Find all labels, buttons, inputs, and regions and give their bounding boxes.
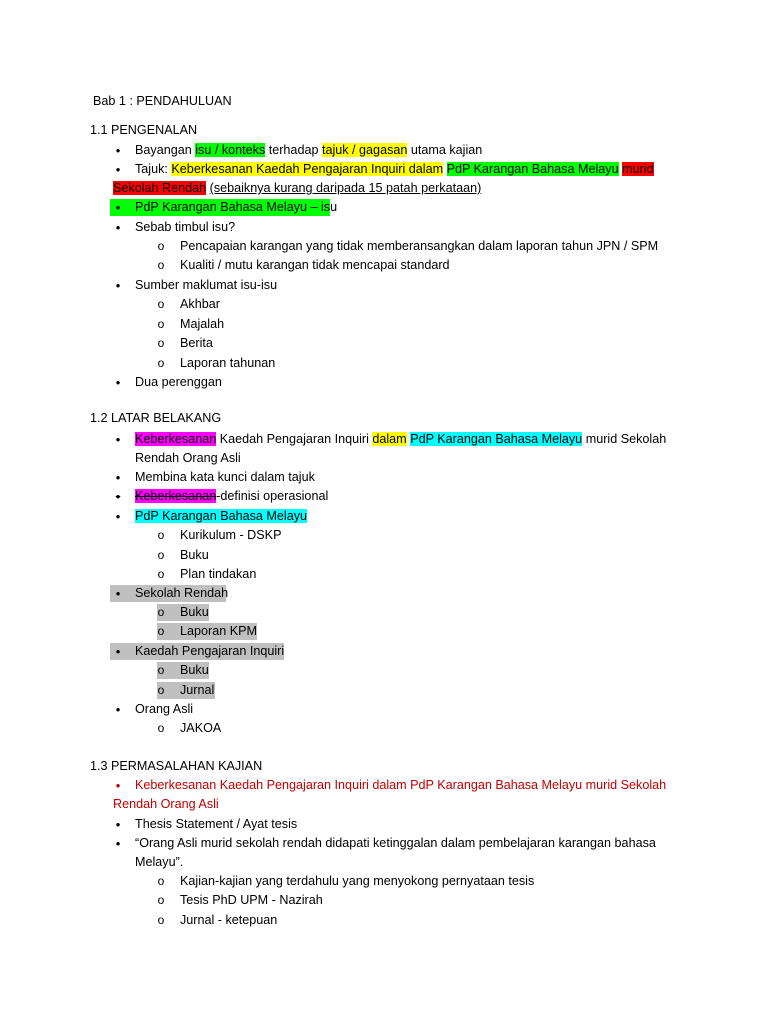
list-item-continuation: Melayu”. xyxy=(135,855,184,869)
sub-list-item: Laporan KPM xyxy=(180,624,258,638)
bullet-icon: • xyxy=(115,702,121,717)
sub-bullet-icon: o xyxy=(157,528,165,542)
section-heading-1-3: 1.3 PERMASALAHAN KAJIAN xyxy=(90,759,263,773)
sub-bullet-icon: o xyxy=(157,297,165,311)
bullet-icon: • xyxy=(115,375,121,390)
bullet-icon: • xyxy=(115,778,121,793)
list-item-continuation: Rendah Orang Asli xyxy=(135,451,241,465)
bullet-icon: • xyxy=(115,200,121,215)
sub-list-item: Kurikulum - DSKP xyxy=(180,528,282,542)
sub-list-item: Laporan tahunan xyxy=(180,356,276,370)
list-item: Bayangan isu / konteks terhadap tajuk / gagasan utama kajian xyxy=(135,143,483,157)
list-item: Dua perenggan xyxy=(135,375,222,389)
chapter-title: Bab 1 : PENDAHULUAN xyxy=(93,94,232,108)
sub-list-item: Kajian-kajian yang terdahulu yang menyokong pernyataan tesis xyxy=(180,874,535,888)
list-item: PdP Karangan Bahasa Melayu xyxy=(135,509,308,523)
sub-list-item: JAKOA xyxy=(180,721,222,735)
sub-bullet-icon: o xyxy=(157,258,165,272)
bullet-icon: • xyxy=(115,432,121,447)
sub-bullet-icon: o xyxy=(157,567,165,581)
bullet-icon: • xyxy=(115,644,121,659)
sub-list-item: Kualiti / mutu karangan tidak mencapai standard xyxy=(180,258,450,272)
list-item-continuation: Rendah Orang Asli xyxy=(113,797,219,811)
sub-list-item: Buku xyxy=(180,548,209,562)
sub-bullet-icon: o xyxy=(157,663,165,677)
list-item: “Orang Asli murid sekolah rendah didapati ketinggalan dalam pembelajaran karangan bahasa xyxy=(135,836,656,850)
bullet-icon: • xyxy=(115,509,121,524)
sub-bullet-icon: o xyxy=(157,721,165,735)
bullet-icon: • xyxy=(115,817,121,832)
sub-bullet-icon: o xyxy=(157,913,165,927)
bullet-icon: • xyxy=(115,586,121,601)
sub-list-item: Pencapaian karangan yang tidak memberansangkan dalam laporan tahun JPN / SPM xyxy=(180,239,659,253)
list-item: Sebab timbul isu? xyxy=(135,220,236,234)
sub-bullet-icon: o xyxy=(157,874,165,888)
bullet-icon: • xyxy=(115,143,121,158)
sub-list-item: Akhbar xyxy=(180,297,220,311)
bullet-icon: • xyxy=(115,162,121,177)
bullet-icon: • xyxy=(115,836,121,851)
list-item: Keberkesanan Kaedah Pengajaran Inquiri dalam PdP Karangan Bahasa Melayu murid Sekolah xyxy=(135,432,667,446)
sub-bullet-icon: o xyxy=(157,239,165,253)
sub-bullet-icon: o xyxy=(157,605,165,619)
list-item: Sekolah Rendah xyxy=(135,586,229,600)
bullet-icon: • xyxy=(115,470,121,485)
sub-bullet-icon: o xyxy=(157,317,165,331)
list-item: Thesis Statement / Ayat tesis xyxy=(135,817,298,831)
list-item: Keberkesanan Kaedah Pengajaran Inquiri dalam PdP Karangan Bahasa Melayu murid Sekolah xyxy=(135,778,667,792)
sub-list-item: Buku xyxy=(180,605,209,619)
list-item: Orang Asli xyxy=(135,702,194,716)
bullet-icon: • xyxy=(115,278,121,293)
list-item: Kaedah Pengajaran Inquiri xyxy=(135,644,285,658)
sub-bullet-icon: o xyxy=(157,624,165,638)
sub-bullet-icon: o xyxy=(157,336,165,350)
sub-list-item: Berita xyxy=(180,336,213,350)
sub-bullet-icon: o xyxy=(157,356,165,370)
list-item: Keberkesanan-definisi operasional xyxy=(135,489,329,503)
sub-bullet-icon: o xyxy=(157,683,165,697)
bullet-icon: • xyxy=(115,220,121,235)
sub-bullet-icon: o xyxy=(157,893,165,907)
section-heading-1-1: 1.1 PENGENALAN xyxy=(90,123,198,137)
list-item: Tajuk: Keberkesanan Kaedah Pengajaran Inquiri dalam PdP Karangan Bahasa Melayu murid xyxy=(135,162,654,176)
sub-list-item: Jurnal - ketepuan xyxy=(180,913,278,927)
sub-list-item: Majalah xyxy=(180,317,225,331)
sub-list-item: Jurnal xyxy=(180,683,215,697)
section-heading-1-2: 1.2 LATAR BELAKANG xyxy=(90,411,222,425)
list-item-continuation: Sekolah Rendah (sebaiknya kurang daripada 15 patah perkataan) xyxy=(113,181,482,195)
list-item: Sumber maklumat isu-isu xyxy=(135,278,278,292)
sub-list-item: Buku xyxy=(180,663,209,677)
bullet-icon: • xyxy=(115,489,121,504)
sub-bullet-icon: o xyxy=(157,548,165,562)
list-item: Membina kata kunci dalam tajuk xyxy=(135,470,315,484)
list-item: PdP Karangan Bahasa Melayu – isu xyxy=(135,200,338,214)
sub-list-item: Plan tindakan xyxy=(180,567,257,581)
sub-list-item: Tesis PhD UPM - Nazirah xyxy=(180,893,323,907)
